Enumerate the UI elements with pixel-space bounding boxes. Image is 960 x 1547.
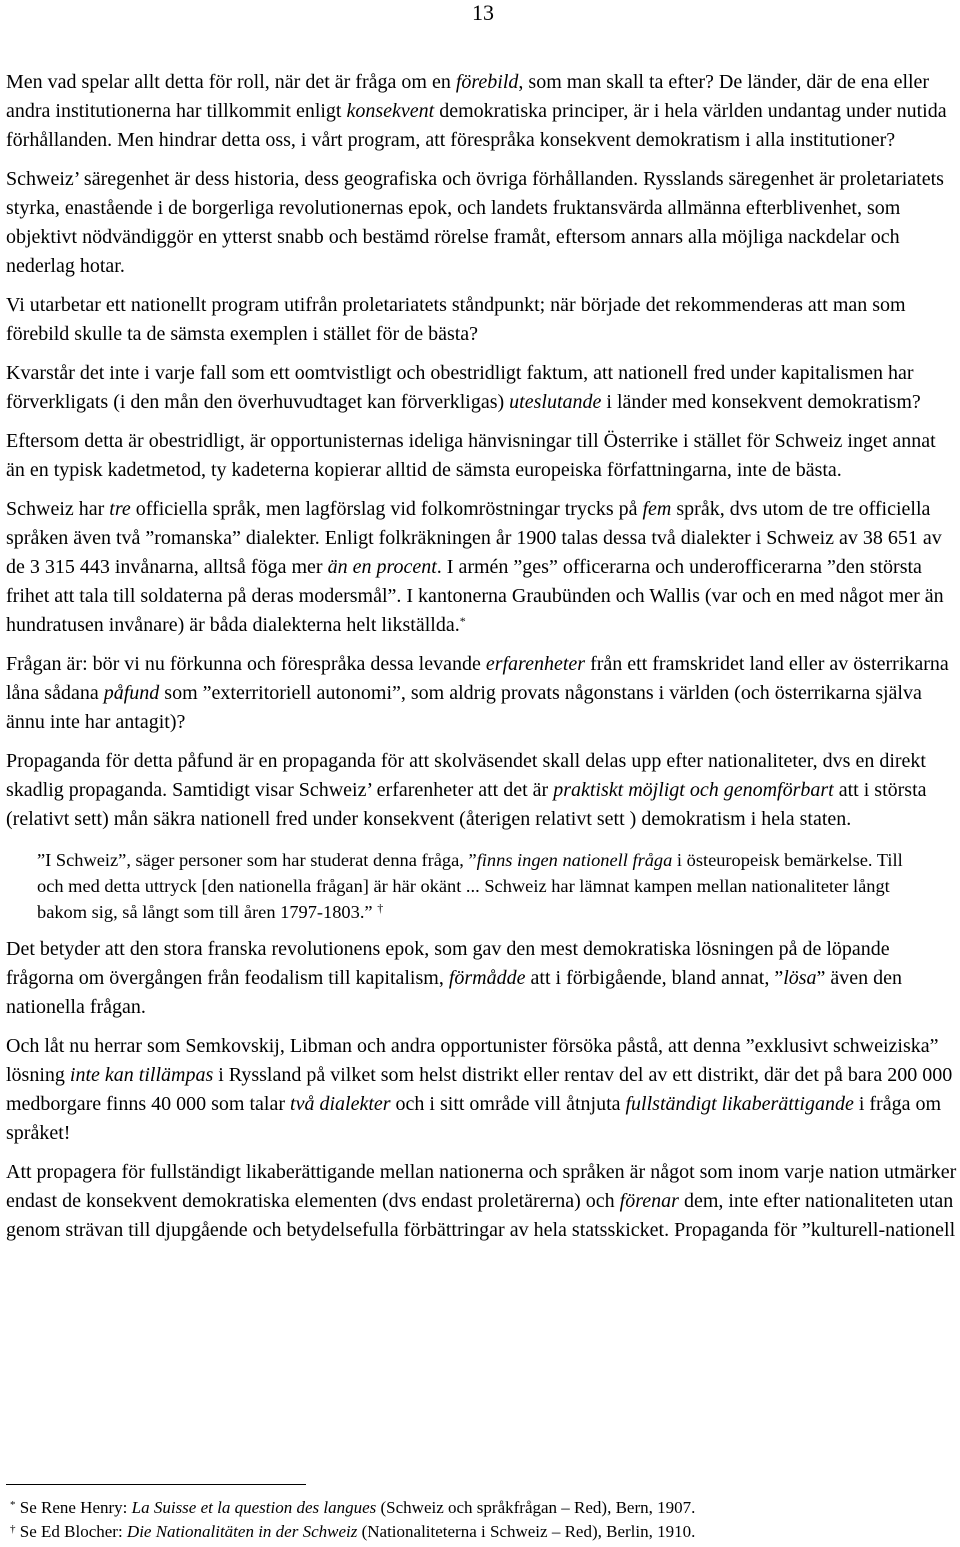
- text-run: Och låt nu herrar som Semkovskij, Libman och andra opportunister försöka påstå, att denna ”exklusivt schweiziska” lösning: [6, 1035, 939, 1086]
- emphasis: erfarenheter: [485, 653, 586, 675]
- text-run: demokratiska principer, är i hela världen undantag under nutida förhållanden. Men hindrar detta oss, i vårt program, att förespråka konsekvent demokratism i alla institutioner?: [6, 100, 947, 151]
- text-run: i fråga om språket!: [6, 1093, 942, 1144]
- emphasis: La Suisse et la question des langues: [131, 1498, 377, 1517]
- text-run: ” även den nationella frågan.: [6, 967, 903, 1018]
- text-run: officiella språk, men lagförslag vid folkomröstningar trycks på: [130, 498, 643, 520]
- paragraph: [6, 747, 958, 834]
- text-run: Propaganda för detta påfund är en propaganda för att skolväsendet skall delas upp efter nationaliteter, dvs en direkt skadlig propaganda. Samtidigt visar Schweiz’ erfarenheter att det är: [6, 750, 926, 801]
- footnote-ref: *: [459, 614, 466, 628]
- text-run: från ett framskridet land eller av österrikarna låna sådana: [6, 653, 949, 704]
- emphasis: konsekvent: [346, 100, 435, 122]
- text-run: som ”exterritoriell autonomi”, som aldrig provats någonstans i världen (och österrikarna själva ännu inte har antagit)?: [6, 682, 922, 733]
- text-run: i östeuropeisk bemärkelse. Till och med detta uttryck [den nationella frågan] är här okänt ... Schweiz har lämnat kampen mellan nationaliteter långt bakom sig, så långt som till åren 1797-1803.”: [37, 850, 903, 922]
- emphasis: påfund: [103, 682, 160, 704]
- paragraph: Eftersom detta är obestridligt, är opportunisternas ideliga hänvisningar till Österrike i stället för Schweiz inget annat än en typisk kadetmetod, ty kadeterna kopierar alltid de sämsta europeiska författningarna, inte de bästa.: [6, 430, 936, 481]
- emphasis: två dialekter: [290, 1093, 391, 1115]
- emphasis: förenar: [619, 1190, 679, 1212]
- text-run: i Ryssland på vilket som helst distrikt eller rentav del av ett distrikt, där det på bara 200 000 medborgare finns 40 000 som talar: [6, 1064, 953, 1115]
- text-run: att i förbigående, bland annat, ”: [525, 967, 784, 989]
- emphasis: tre: [109, 498, 131, 520]
- text-run: Se Ed Blocher:: [19, 1522, 127, 1541]
- paragraph: Vi utarbetar ett nationellt program utifrån proletariatets ståndpunkt; när började det rekommenderas att man som förebild skulle ta de sämsta exemplen i stället för de bästa?: [6, 294, 906, 345]
- paragraph: [6, 495, 958, 640]
- text-run: Se Rene Henry:: [19, 1498, 132, 1517]
- footnote: [10, 1496, 950, 1520]
- text-run: i länder med konsekvent demokratism?: [601, 391, 921, 413]
- text-run: Men vad spelar allt detta för roll, när det är fråga om en: [6, 71, 456, 93]
- paragraph: [6, 935, 958, 1022]
- text-run: dem, inte efter nationaliteten utan genom strävan till djupgående och betydelsefulla förbättringar av hela statsskicket. Propaganda för ”kulturell-nationell: [6, 1190, 956, 1241]
- text-run: Schweiz har: [6, 498, 110, 520]
- emphasis: inte kan tillämpas: [69, 1064, 214, 1086]
- text-run: , som man skall ta efter? De länder, där de ena eller andra institutionerna har tillkommit enligt: [6, 71, 930, 122]
- paragraph: [6, 1158, 958, 1245]
- text-run: (Schweiz och språkfrågan – Red), Bern, 1907.: [376, 1498, 696, 1517]
- page-number: 13: [472, 0, 494, 25]
- paragraph: Schweiz’ säregenhet är dess historia, dess geografiska och övriga förhållanden. Rysslands säregenhet är proletariatets styrka, enastående i de borgerliga revolutionernas epok, och landets fruktansvärda allmänna efterblivenhet, som objektivt nödvändiggör en ytterst snabb och bestämd rörelse framåt, eftersom annars alla möjliga nackdelar och nederlag hotar.: [6, 168, 944, 277]
- paragraph: [6, 1032, 958, 1148]
- emphasis: praktiskt möjligt och genomförbart: [553, 779, 834, 801]
- text-run: språk, dvs utom de tre officiella språken även två ”romanska” dialekter. Enligt folkräkningen år 1900 talas dessa två dialekter i Schweiz av 38 651 av de 3 315 443 invånarna, alltså föga mer: [6, 498, 942, 578]
- emphasis: fem: [642, 498, 672, 520]
- emphasis: förmådde: [448, 967, 526, 989]
- text-run: Det betyder att den stora franska revolutionens epok, som gav den mest demokratiska lösningen på de löpande frågorna om övergången från feodalism till kapitalism,: [6, 938, 890, 989]
- footnote-marker: *: [10, 1499, 16, 1511]
- paragraph: [6, 650, 958, 737]
- emphasis: lösa: [783, 967, 817, 989]
- text-run: . I armén ”ges” officerarna och underofficerarna ”den största frihet att tala till soldaterna på deras modersmål”. I kantonerna Graubünden och Wallis (var och en med något mer än hundratusen invånare) är båda dialekterna helt likställda.: [6, 556, 944, 636]
- footnote-marker: †: [10, 1523, 16, 1535]
- text-run: Att propagera för fullständigt likaberättigande mellan nationerna och språken är något som inom varje nation utmärker endast de konsekvent demokratiska elementen (dvs endast proletärerna) och: [6, 1161, 957, 1212]
- footnote: [10, 1520, 950, 1544]
- text-run: ”I Schweiz”, säger personer som har studerat denna fråga, ”: [37, 850, 477, 870]
- emphasis: uteslutande: [509, 391, 602, 413]
- paragraph: [6, 359, 958, 417]
- emphasis: än en procent: [327, 556, 437, 578]
- emphasis: Die Nationalitäten in der Schweiz: [126, 1522, 358, 1541]
- footnote-divider: [6, 1484, 306, 1485]
- emphasis: fullständigt likaberättigande: [625, 1093, 854, 1115]
- block-quote: [37, 847, 917, 925]
- emphasis: finns ingen nationell fråga: [476, 850, 673, 870]
- text-run: (Nationaliteterna i Schweiz – Red), Berlin, 1910.: [357, 1522, 696, 1541]
- text-run: Frågan är: bör vi nu förkunna och förespråka dessa levande: [6, 653, 486, 675]
- text-run: Kvarstår det inte i varje fall som ett oomtvistligt och obestridligt faktum, att nationell fred under kapitalismen har förverkligats (i den mån den överhuvudtaget kan förverkligas): [6, 362, 914, 413]
- text-run: att i största (relativt sett) mån säkra nationell fred under konsekvent (återigen relativt sett ) demokratism i hela staten.: [6, 779, 927, 830]
- paragraph: [6, 68, 958, 155]
- footnote-ref: †: [377, 901, 384, 915]
- body-text: [6, 68, 958, 1245]
- emphasis: förebild: [455, 71, 519, 93]
- text-run: och i sitt område vill åtnjuta: [390, 1093, 626, 1115]
- footnotes: [10, 1496, 950, 1544]
